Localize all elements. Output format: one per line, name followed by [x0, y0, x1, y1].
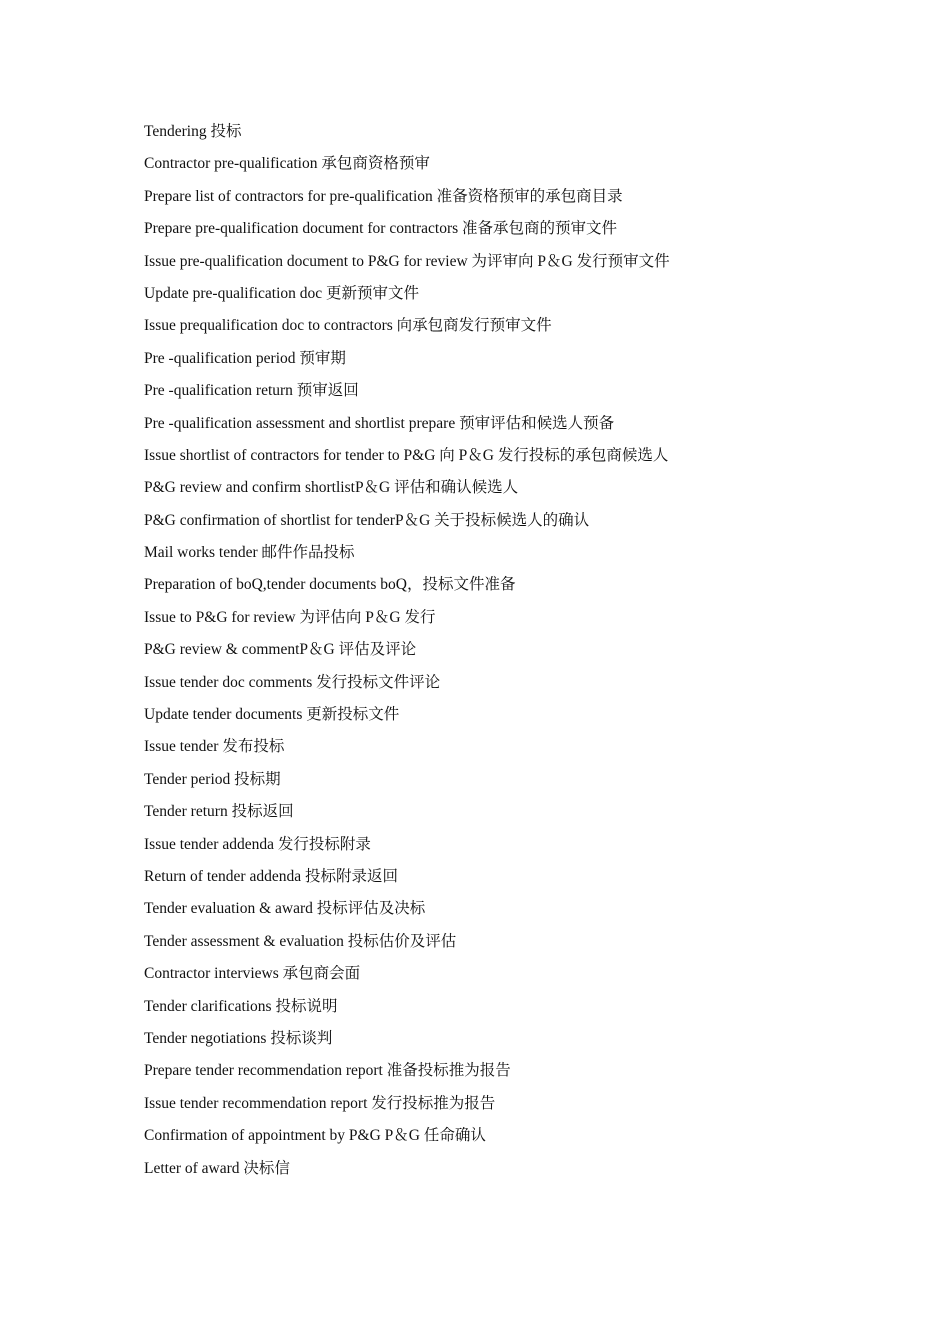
term-line: P&G confirmation of shortlist for tenderP＆G 关于投标候选人的确认 [144, 511, 590, 529]
term-line: Issue pre-qualification document to P&G for review 为评审向 P＆G 发行预审文件 [144, 252, 670, 270]
term-line: Prepare pre-qualification document for contractors 准备承包商的预审文件 [144, 220, 618, 238]
term-line: Contractor pre-qualification 承包商资格预审 [144, 155, 430, 173]
term-line: Pre -qualification return 预审返回 [144, 382, 359, 400]
term-list [144, 116, 864, 1185]
term-line: Issue prequalification doc to contractors 向承包商发行预审文件 [144, 317, 552, 335]
term-line: Prepare list of contractors for pre-qualification 准备资格预审的承包商目录 [144, 187, 623, 205]
term-line: Tender period 投标期 [144, 770, 281, 788]
term-line: Issue tender doc comments 发行投标文件评论 [144, 673, 441, 691]
term-line: Return of tender addenda 投标附录返回 [144, 867, 398, 885]
term-line: Issue tender recommendation report 发行投标推为报告 [144, 1094, 496, 1112]
term-line: Mail works tender 邮件作品投标 [144, 544, 355, 562]
term-line: Tendering 投标 [144, 123, 242, 140]
term-line: Preparation of boQ,tender documents boQ，投标文件准备 [144, 576, 516, 594]
term-line: Pre -qualification assessment and shortlist prepare 预审评估和候选人预备 [144, 414, 615, 432]
term-line: Tender evaluation & award 投标评估及决标 [144, 900, 426, 918]
term-line: Contractor interviews 承包商会面 [144, 965, 361, 983]
term-line: Update pre-qualification doc 更新预审文件 [144, 284, 420, 302]
term-line: Issue shortlist of contractors for tender to P&G 向 P＆G 发行投标的承包商候选人 [144, 446, 669, 464]
term-line: Pre -qualification period 预审期 [144, 349, 346, 367]
term-line: Tender return 投标返回 [144, 803, 294, 821]
term-line: Prepare tender recommendation report 准备投标推为报告 [144, 1062, 511, 1080]
term-line: Update tender documents 更新投标文件 [144, 706, 400, 724]
term-line: Confirmation of appointment by P&G P＆G 任命确认 [144, 1127, 486, 1145]
term-line: Tender assessment & evaluation 投标估价及评估 [144, 932, 457, 950]
term-line: P&G review & commentP＆G 评估及评论 [144, 641, 417, 659]
term-line: Tender negotiations 投标谈判 [144, 1029, 333, 1047]
term-line: Tender clarifications 投标说明 [144, 997, 338, 1015]
term-line: Issue tender 发布投标 [144, 738, 285, 756]
term-line: Issue tender addenda 发行投标附录 [144, 835, 371, 853]
term-line: Issue to P&G for review 为评估向 P＆G 发行 [144, 608, 436, 626]
term-line: Letter of award 决标信 [144, 1159, 290, 1177]
term-line: P&G review and confirm shortlistP＆G 评估和确认候选人 [144, 479, 519, 497]
